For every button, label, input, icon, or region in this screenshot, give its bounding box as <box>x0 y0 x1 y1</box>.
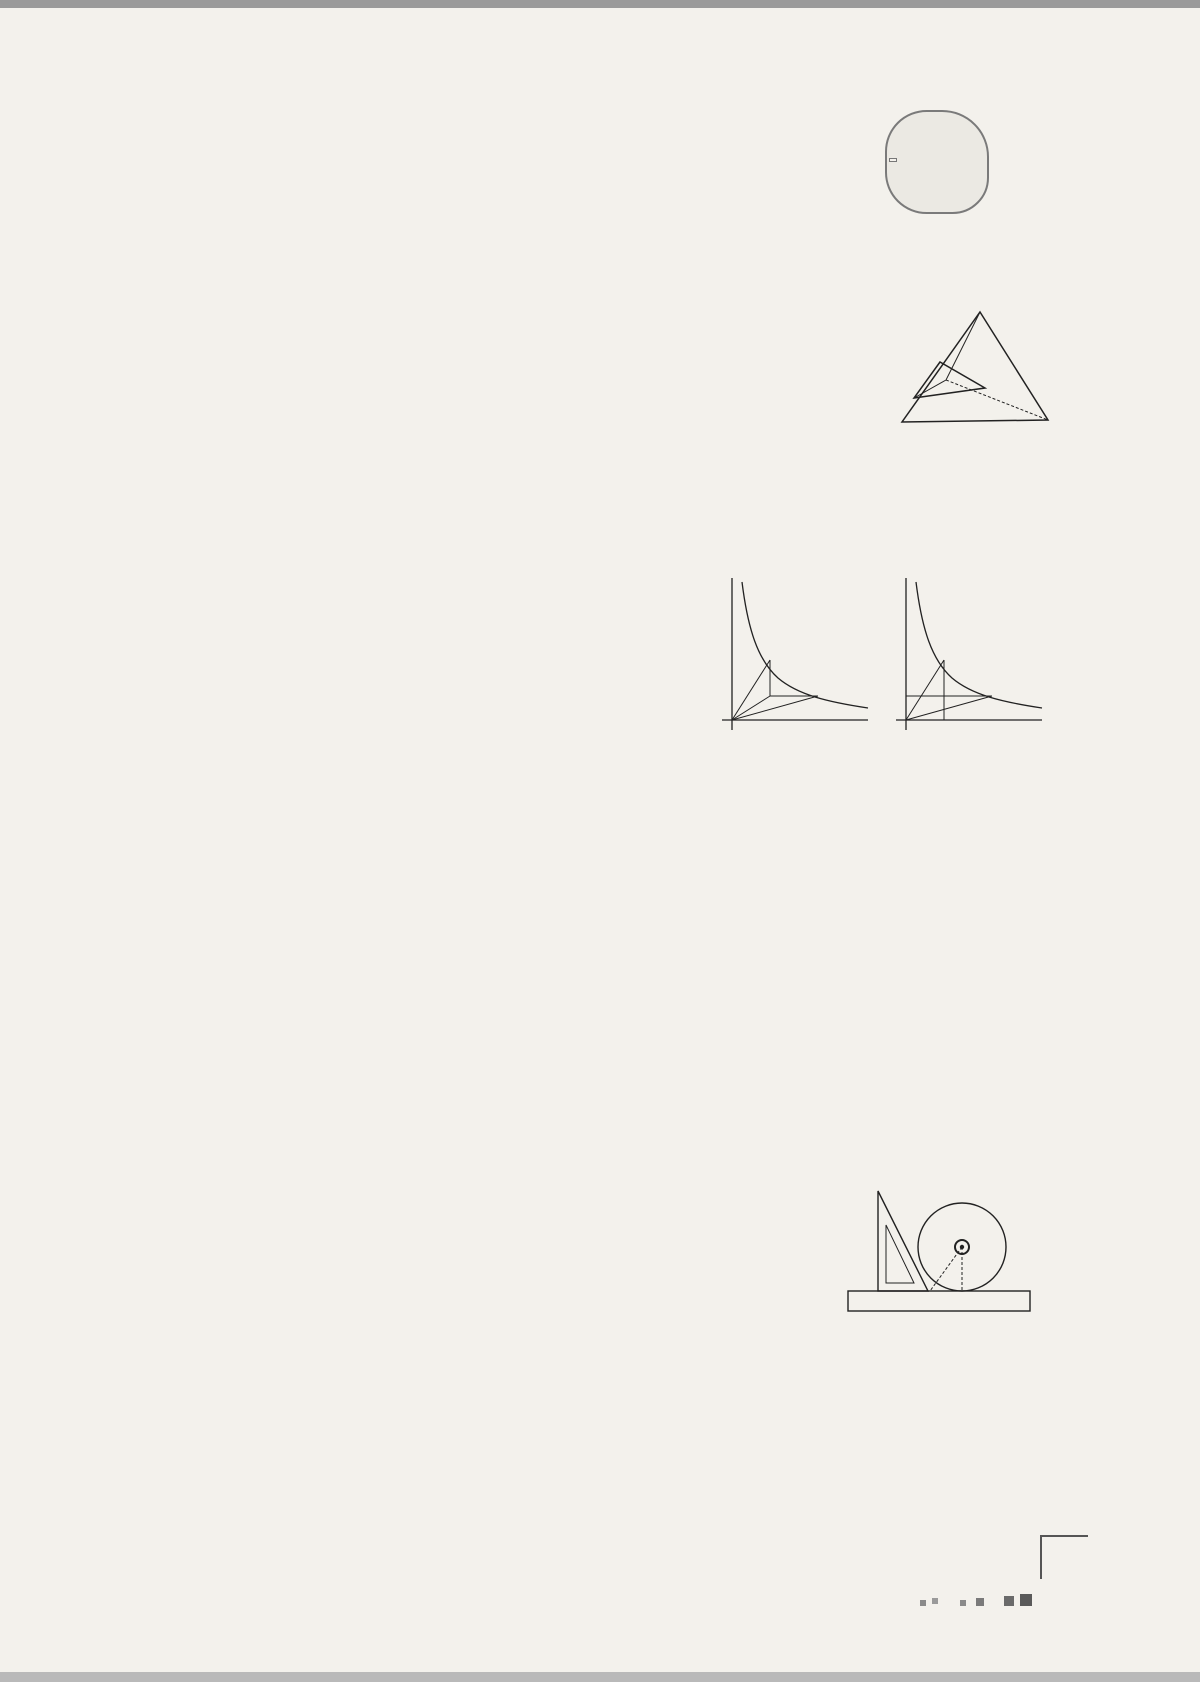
triangle-svg <box>880 300 1060 435</box>
footer-decoration <box>920 1590 1040 1610</box>
hyperbola-1 <box>742 582 868 708</box>
disc-figure <box>848 1185 1033 1315</box>
graph-1-svg <box>718 570 888 735</box>
triangle-figure <box>880 300 1060 435</box>
triangle-abc <box>902 312 1048 422</box>
graph-figure-2 <box>892 570 1062 735</box>
segment-oa <box>946 380 1048 420</box>
top-rule <box>0 0 1200 8</box>
segment-op-1 <box>732 696 770 720</box>
table-surface <box>848 1291 1030 1311</box>
answer-content <box>150 160 1050 212</box>
bottom-rule <box>0 1672 1200 1682</box>
segment-ob <box>946 312 980 380</box>
segment-oa-disc <box>930 1247 962 1291</box>
hyperbola-2 <box>916 582 1042 708</box>
triangle-def <box>914 362 985 398</box>
section-title <box>150 166 1050 206</box>
disc-svg <box>848 1185 1033 1315</box>
graph-figure-1 <box>718 570 888 735</box>
graph-2-svg <box>892 570 1062 735</box>
page-number <box>1040 1535 1088 1579</box>
